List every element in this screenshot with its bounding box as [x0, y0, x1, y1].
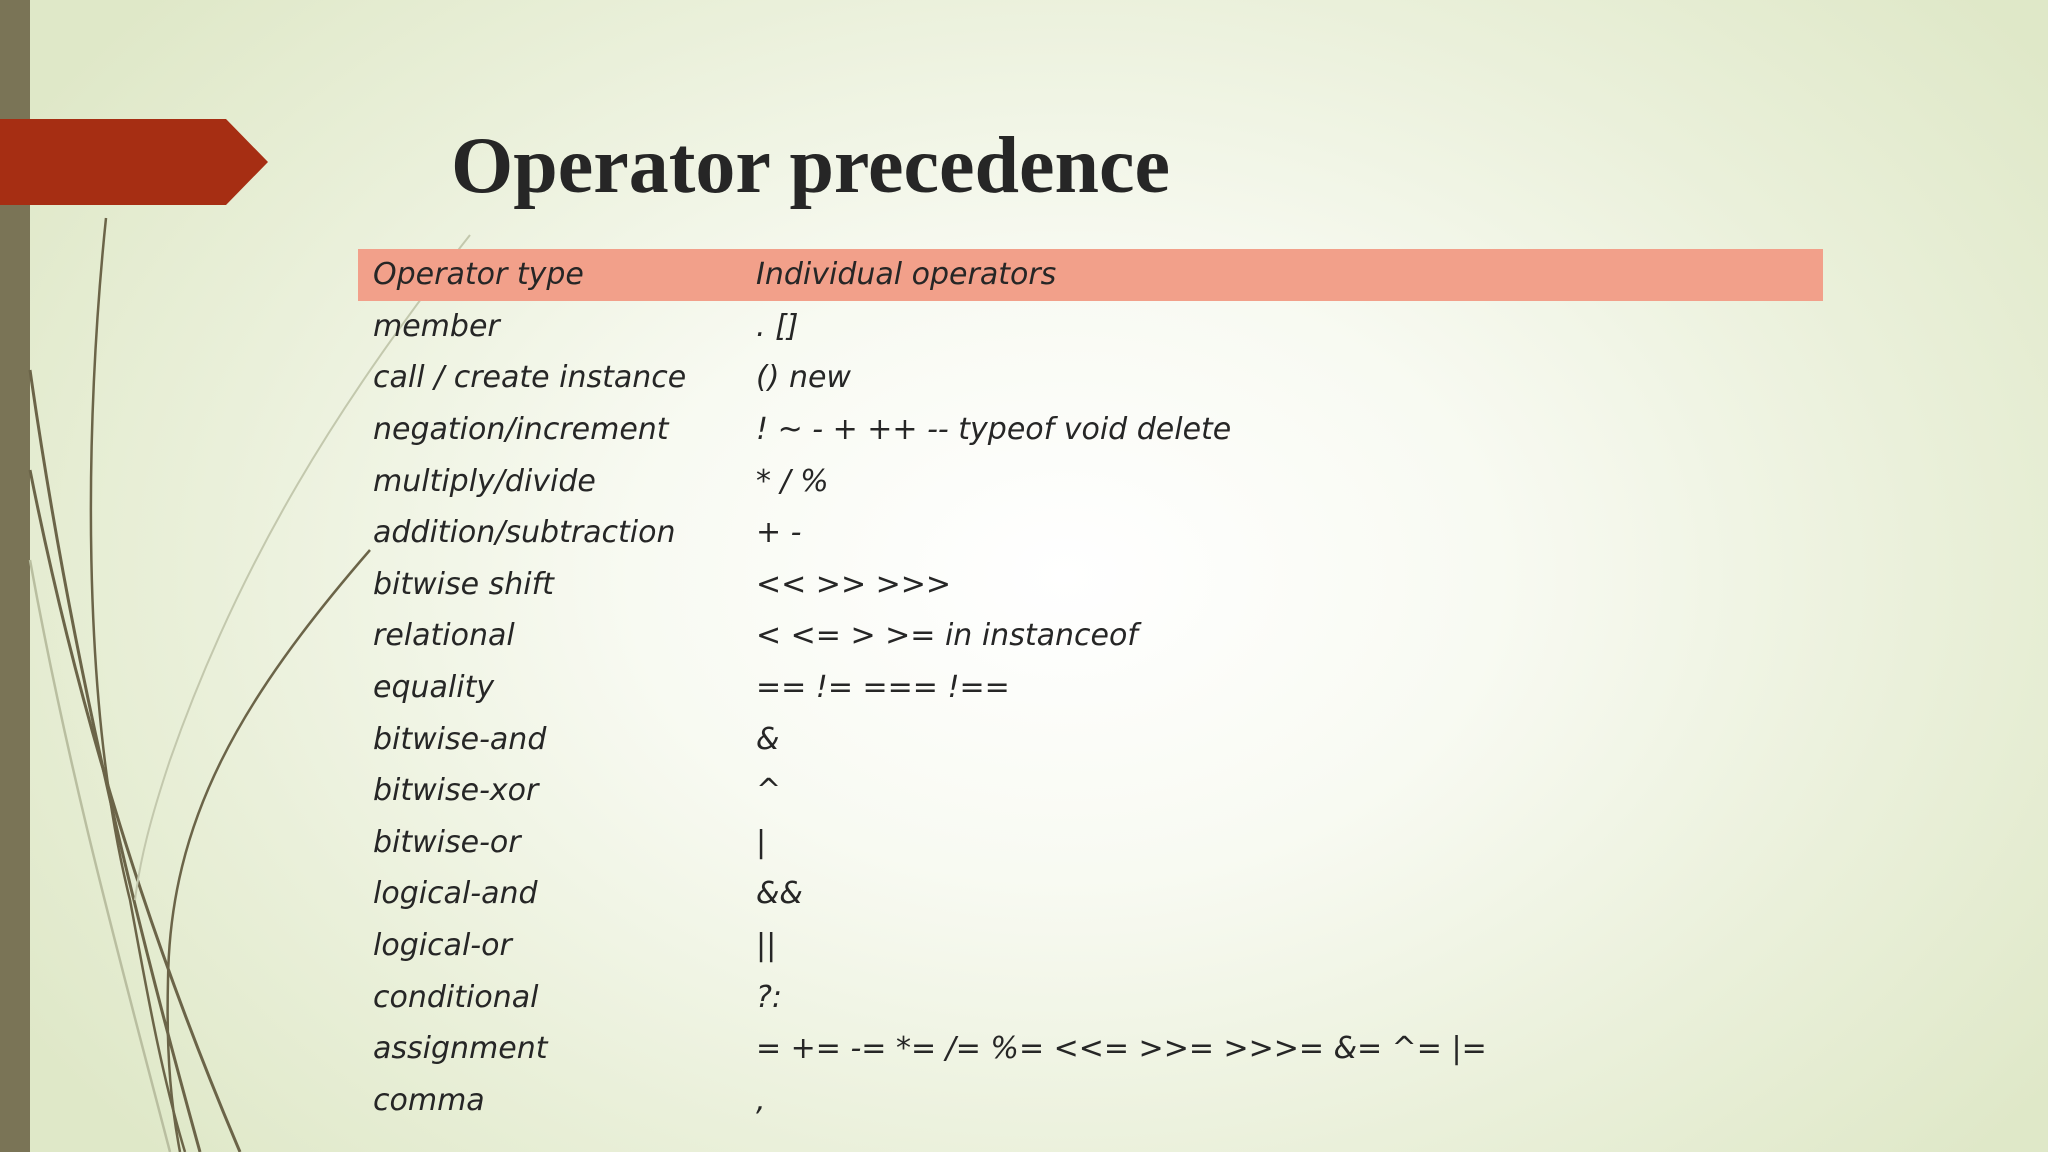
- operator-type-cell: conditional: [373, 979, 539, 1015]
- table-row: [358, 1023, 1823, 1075]
- operator-type-cell: assignment: [373, 1031, 548, 1067]
- table-row: [358, 868, 1823, 920]
- operator-type-cell: multiply/divide: [373, 463, 596, 499]
- operator-type-cell: bitwise-or: [373, 824, 521, 860]
- operators-cell: ! ~ - + ++ -- typeof void delete: [756, 412, 1232, 448]
- table-row: [358, 765, 1823, 817]
- operators-cell: == != === !==: [756, 670, 1010, 706]
- grass-strand: [30, 470, 240, 1152]
- operators-cell: . []: [756, 308, 799, 344]
- operator-type-cell: bitwise shift: [373, 566, 554, 602]
- operator-precedence-table: [358, 249, 1823, 1126]
- table-row: [358, 817, 1823, 869]
- operator-type-cell: equality: [373, 670, 495, 706]
- grass-strand: [91, 218, 185, 1152]
- table-row: [358, 507, 1823, 559]
- grass-strand: [168, 550, 370, 1152]
- operator-type-cell: relational: [373, 618, 515, 654]
- title-accent-arrow: [0, 119, 268, 205]
- operator-type-cell: bitwise-and: [373, 721, 547, 757]
- table-header-row: [358, 249, 1823, 301]
- table-row: [358, 404, 1823, 456]
- table-row: [358, 662, 1823, 714]
- table-row: [358, 610, 1823, 662]
- header-individual-operators: Individual operators: [756, 257, 1057, 293]
- table-row: [358, 920, 1823, 972]
- operator-type-cell: addition/subtraction: [373, 515, 676, 551]
- grass-strand: [30, 370, 200, 1152]
- operators-cell: << >> >>>: [756, 566, 952, 602]
- operators-cell: + -: [756, 515, 802, 551]
- operators-cell: ||: [756, 928, 777, 964]
- table-row: [358, 971, 1823, 1023]
- table-row: [358, 455, 1823, 507]
- slide-title: Operator precedence: [451, 122, 1171, 210]
- operators-cell: < <= > >= in instanceof: [756, 618, 1138, 654]
- operators-cell: * / %: [756, 463, 829, 499]
- operators-cell: &&: [756, 876, 803, 912]
- operators-cell: ^: [756, 773, 782, 809]
- table-row: [358, 301, 1823, 353]
- operators-cell: |: [756, 824, 767, 860]
- table-row: [358, 352, 1823, 404]
- grass-strand: [30, 560, 170, 1152]
- operators-cell: &: [756, 721, 780, 757]
- operator-type-cell: negation/increment: [373, 412, 669, 448]
- operator-type-cell: call / create instance: [373, 360, 687, 396]
- operators-cell: = += -= *= /= %= <<= >>= >>>= &= ^= |=: [756, 1031, 1487, 1067]
- operators-cell: ?:: [756, 979, 783, 1015]
- operator-type-cell: bitwise-xor: [373, 773, 539, 809]
- header-operator-type: Operator type: [373, 257, 584, 293]
- operators-cell: ,: [756, 1082, 766, 1118]
- table-row: [358, 713, 1823, 765]
- operator-type-cell: logical-or: [373, 928, 512, 964]
- table-row: [358, 1075, 1823, 1127]
- operator-type-cell: comma: [373, 1082, 485, 1118]
- operators-cell: () new: [756, 360, 851, 396]
- table-row: [358, 559, 1823, 611]
- operator-type-cell: logical-and: [373, 876, 538, 912]
- operator-type-cell: member: [373, 308, 500, 344]
